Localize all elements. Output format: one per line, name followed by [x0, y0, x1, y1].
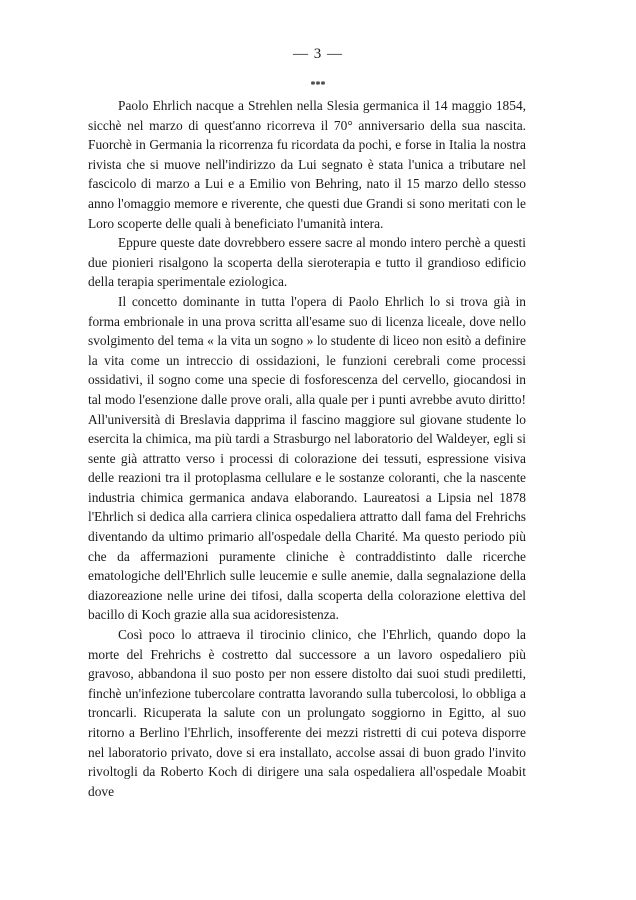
section-ornament: *** [310, 80, 326, 91]
body-text [88, 96, 526, 801]
page-number: — 3 — [293, 46, 343, 62]
paragraph: Eppure queste date dovrebbero essere sacre al mondo intero perchè a questi due pionieri risalgono la scoperta della sieroterapia e tutto il grandioso edificio della terapia sperimentale eziologica. [88, 235, 526, 290]
paragraph: Il concetto dominante in tutta l'opera di Paolo Ehrlich lo si trova già in forma embrionale in una prova scritta all'esame suo di licenza liceale, dove nello svolgimento del tema « la vita un sogno » lo studente di liceo non esitò a definire la vita come un intreccio di ossidazioni, le funzioni cerebrali come processi ossidativi, il sogno come una specie di fosforescenza del cervello, giocandosi in tal modo l'esenzione dalle prove orali, alla quale per i punti avrebbe avuto diritto! All'università di Breslavia dapprima il fascino maggiore sul giovane studente lo esercita la chimica, ma più tardi a Strasburgo nel laboratorio del Waldeyer, egli si sente già attratto verso i processi di colorazione dei tessuti, espressione visiva delle reazioni tra il protoplasma cellulare e le sostanze coloranti, che la nascente industria chimica germanica andava elaborando. Laureatosi a Lipsia nel 1878 l'Ehrlich si dedica alla carriera clinica ospedaliera attratto dall fama del Frehrichs diventando da ultimo primario all'ospedale della Charité. Ma questo periodo più che da affermazioni puramente cliniche è contraddistinto dalle ricerche ematologiche dell'Ehrlich sulle leucemie e sulle anemie, dalla segnalazione della diazoreazione nelle urine dei tifosi, dalla scoperta della colorazione elettiva del bacillo di Koch grazie alla sua acidoresistenza. [88, 293, 526, 623]
paragraph: Così poco lo attraeva il tirocinio clinico, che l'Ehrlich, quando dopo la morte del Frehrichs è costretto dal successore a un lavoro ospedaliero più gravoso, abbandona il suo posto per non essere distolto dai suoi studi prediletti, finchè un'infezione tubercolare contratta lavorando sulla tubercolosi, lo obbliga a troncarli. Ricuperata la salute con un prolungato soggiorno in Egitto, al suo ritorno a Berlino l'Ehrlich, insofferente dei mezzi ristretti di cui poteva disporre nel laboratorio privato, dove si era installato, accolse assai di buon grado l'invito rivoltogli da Roberto Koch di dirigere una sala ospedaliera all'ospedale Moabit dove [88, 627, 526, 799]
paragraph: Paolo Ehrlich nacque a Strehlen nella Slesia germanica il 14 maggio 1854, sicchè nel marzo di quest'anno ricorreva il 70° anniversario della sua nascita. Fuorchè in Germania la ricorrenza fu ricordata da pochi, e forse in Italia la nostra rivista che si muove nell'indirizzo da Lui segnato è stata l'unica a tributare nel fascicolo di marzo a Lui e a Emilio von Behring, nato il 15 marzo dello stesso anno l'omaggio memore e riverente, che questi due Grandi si sono meritati con le Loro scoperte delle quali à beneficiato l'umanità intera. [88, 98, 526, 231]
